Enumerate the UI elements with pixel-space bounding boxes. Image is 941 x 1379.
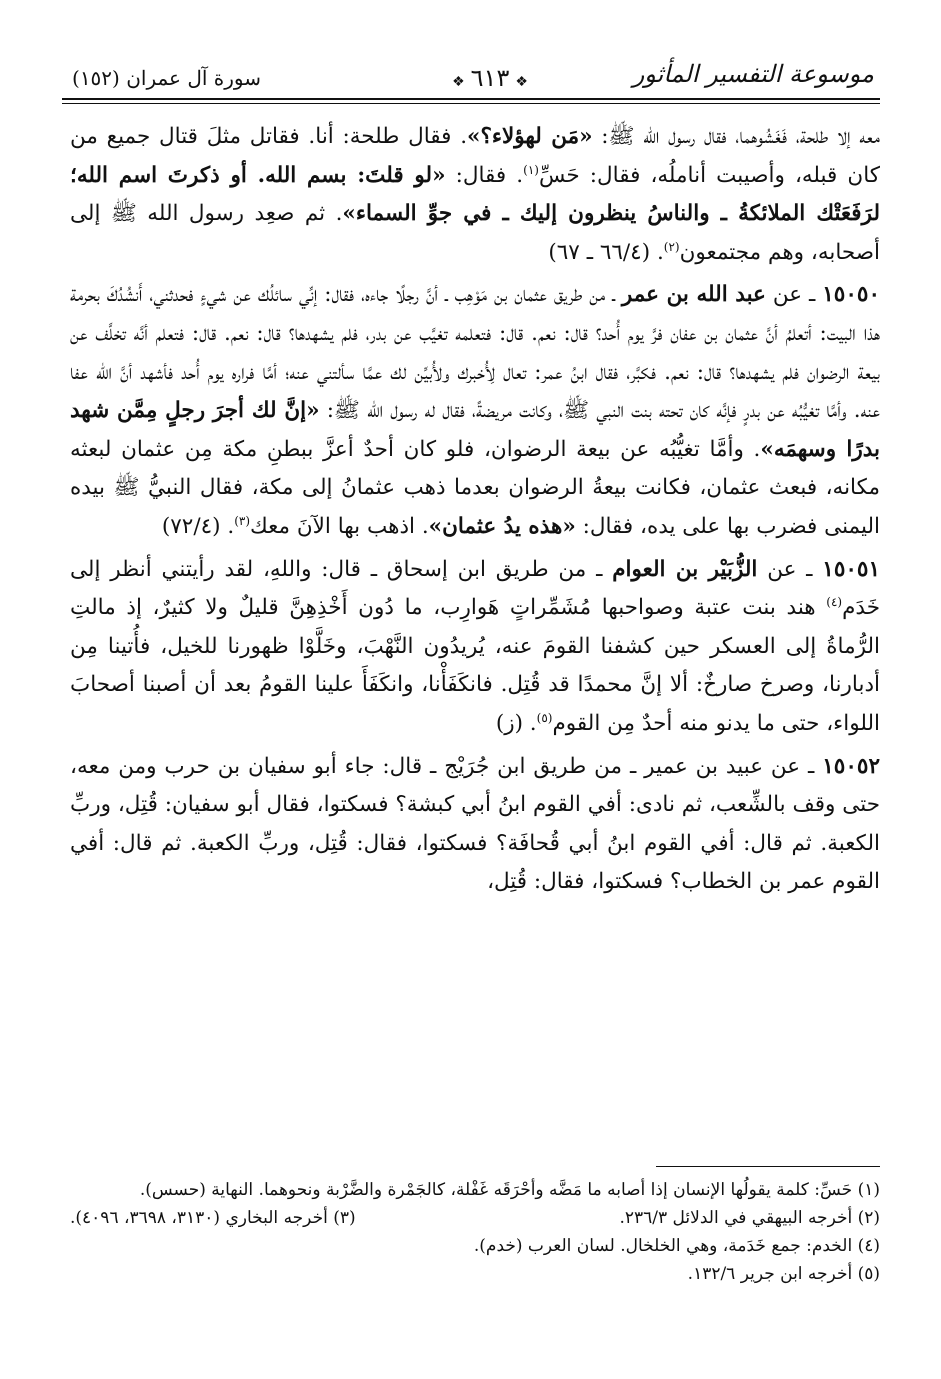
bold-text-run: عبد الله بن عمر [621,282,766,308]
footnote-marker: (١) [523,162,539,177]
footnotes [70,1176,880,1288]
paragraph-continuation [70,118,880,272]
footnote-4: (٤) الخدم: جمع خَدَمة، وهي الخلخال. لسان العرب (خدم). [473,1236,880,1256]
text-run: ـ من طريق ابن إسحاق ـ قال: واللهِ، لقد رأيتني أنظر إلى خَدَم [70,556,880,621]
hadith-15052 [70,748,880,902]
text-run: ـ من طريق عثمان بن مَوْهِب ـ أنَّ رجلًا جاءه، فقال: إنِّي سائلُك عن شيءٍ فحدثني، أَنشُدُكَ بحرمة هذا البيت: أتعلمُ أنَّ عثمان بن عفان فرَّ يوم أُحد؟ قال: نعم. قال: فتعلمه تغيَّب عن بدر، فلم يشهدها؟ قال: نعم. قال: فتعلم أنَّه تخلَّف عن بيعة الرضوان فلم يشهدها؟ قال: نعم. فكبَّر، فقال ابنُ عمر: تعال لِأُخبرك ولأُبيِّن لك عمَّا سألتني عنه؛ أمَّا فراره يوم أُحد فأشهد أنَّ الله عفا عنه. وأمَّا تغيُّبُه عن بدرٍ فإنَّه كان تحته بنت النبي ﷺ، وكانت مريضةً، فقال له رسول الله ﷺ: [70,282,880,424]
hadith-15051 [70,551,880,744]
bold-text-run: «مَن لهؤلاء؟» [467,124,593,149]
footnote-5: (٥) أخرجه ابن جرير ١٣٢/٦. [687,1264,880,1284]
text-run: . فقال طلحة: أنا. فقاتل مثلَ قتال جميع من كان قبله، وأصيبت أناملُه، فقال: حَسِّ [70,124,880,188]
page-number-text: ٦١٣ [470,64,510,92]
hadith-15050 [70,276,880,546]
footnote-separator [656,1166,880,1167]
text-run: ـ عن [757,556,823,582]
text-run: معه إلا طلحة، فَغَشُوهما، فقال رسول الله ﷺ: [592,124,880,149]
text-run: . فقال: [445,162,524,188]
surah-reference: سورة آل عمران (١٥٢) [72,66,262,90]
text-run: . ثم صعِد رسول الله ﷺ إلى أصحابه، وهم مجتمعون [70,201,880,265]
page-header [60,58,880,98]
header-rule [62,98,880,100]
book-title: موسوعة التفسير المأثور [632,60,874,88]
text-run: . وأمَّا تغيُّبُه عن بيعة الرضوان، فلو كان أحدٌ أعزَّ ببطنِ مكة مِن عثمان لبعثه مكانه، فبعث عثمان، فكانت بيعةُ الرضوان بعدما ذهب عثمانُ إلى مكة، فقال النبيُّ ﷺ بيده اليمنى فضرب بها على يده، فقال: [70,436,880,539]
text-run: . (٧٢/٤) [161,513,235,539]
bold-text-run: «إنَّ لك أجرَ رجلٍ مِمَّن شهد بدرًا وسهمَه» [70,398,881,462]
header-rule-thin [62,103,880,104]
main-text [70,118,880,1038]
footnote-1: (١) حَسِّ: كلمة يقولُها الإنسان إذا أصابه ما مَضَّه وأحْرَقَه غَفْلة، كالجَمْرة والضَّرْبة ونحوهما. النهاية (حسس). [139,1180,880,1200]
footnote-marker: (٣) [234,513,251,528]
page-number [420,64,560,92]
ornament-icon: ❖ [452,74,465,90]
text-run: هند بنت عتبة وصواحبها مُشَمِّراتٍ هَوارِب، ما دُون أَخْذِهِنَّ قليلٌ ولا كثيرٌ، إذ مالتِ الرُّماةُ إلى العسكر حين كشفنا القومَ عنه، يُريدُون النَّهْبَ، وخَلَّوْا ظهورنا للخيل، فأُتينا مِن أدبارنا، وصرخ صارخٌ: ألا إنَّ محمدًا قد قُتِل. فانكَفَأْنا، وانكَفَأَ علينا القومُ بعد أن أصبنا أصحابَ اللواء، حتى ما يدنو منه أحدٌ مِن القوم [70,595,880,736]
text-run: . اذهب بها الآنَ معك [250,513,429,539]
footnote-row-2-3 [70,1204,880,1232]
bold-text-run: ١٥٠٥١ [822,556,881,582]
text-run: . (٦٦/٤ ـ ٦٧) [548,239,664,265]
bold-text-run: الزُّبَيْر بن العوام [612,556,758,582]
text-run: . (ز) [495,710,537,736]
footnote-marker: (٢) [663,239,680,254]
bold-text-run: ١٥٠٥٢ [822,753,880,779]
bold-text-run: «هذه يدُ عثمان» [428,513,576,539]
bold-text-run: ١٥٠٥٠ [822,282,880,308]
footnote-2: (٢) أخرجه البيهقي في الدلائل ٢٣٦/٣. [619,1208,880,1228]
bold-text-run: «لو قلتَ: بسم الله. أو ذكرتَ اسم الله؛ لرَفَعَتْك الملائكةُ ـ والناسُ ينظرون إليك ـ في جوِّ السماء» [70,162,880,227]
footnote-3: (٣) أخرجه البخاري (٣١٣٠، ٣٦٩٨، ٤٠٩٦). [70,1208,356,1228]
footnote-marker: (٤) [826,594,843,609]
footnote-marker: (٥) [536,710,553,725]
text-run: ـ عن [765,282,823,308]
ornament-icon: ❖ [515,74,528,90]
text-run: ـ عن عبيد بن عمير ـ من طريق ابن جُرَيْج ـ قال: جاء أبو سفيان بن حرب ومن معه، حتى وقف بالشِّعب، ثم نادى: أفي القوم ابنُ أبي كبشة؟ فسكتوا، فقال أبو سفيان: قُتِل، وربِّ الكعبة. ثم قال: أفي القوم ابنُ أبي قُحافَة؟ فسكتوا، فقال: قُتِل، وربِّ الكعبة. ثم قال: أفي القوم عمر بن الخطاب؟ فسكتوا، فقال: قُتِل، [70,753,880,895]
